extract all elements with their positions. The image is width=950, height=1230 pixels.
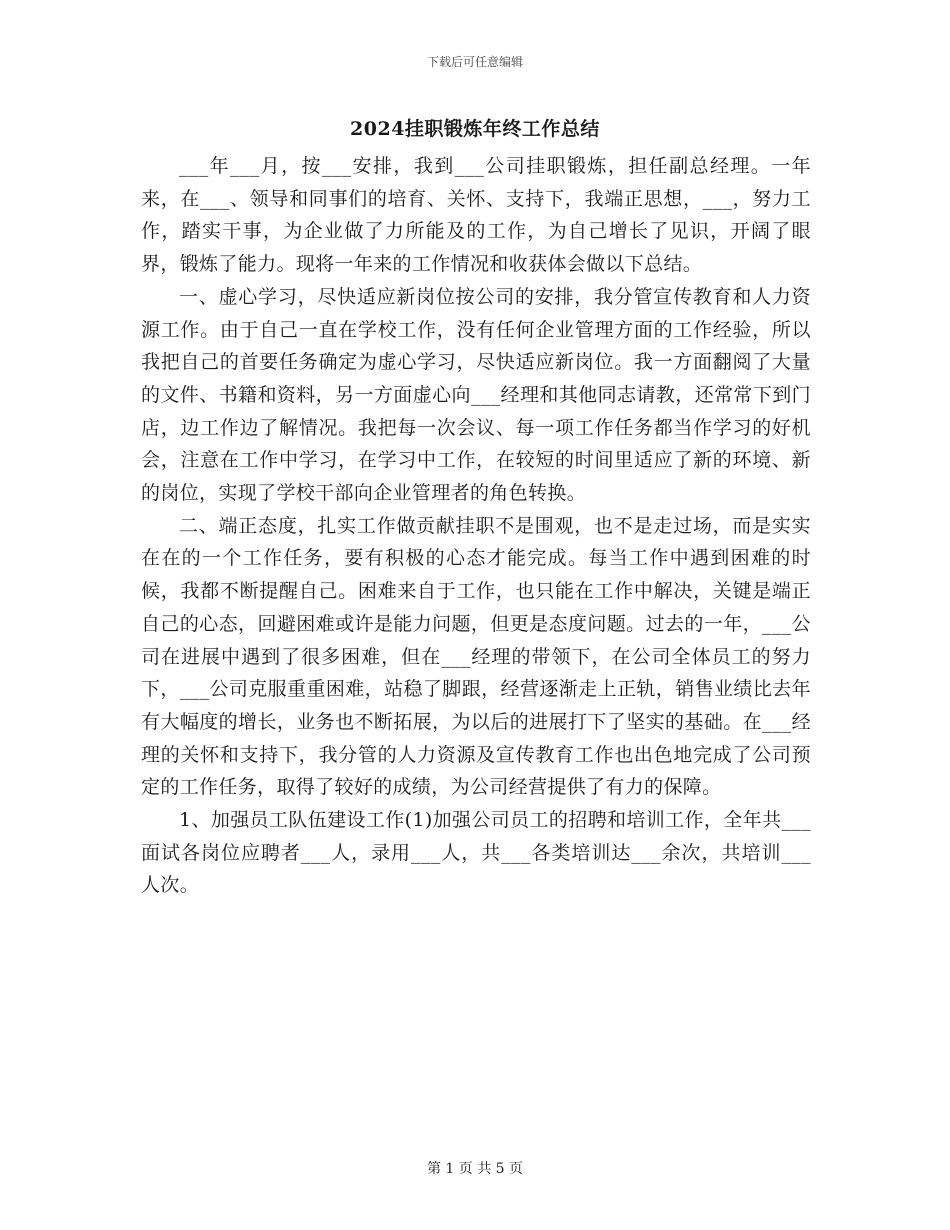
page-header-note: 下载后可任意编辑 [426,55,523,69]
page-number-footer: 第 1 页 共 5 页 [426,1161,524,1177]
paragraph-section-1: 一、虚心学习，尽快适应新岗位按公司的安排，我分管宣传教育和人力资源工作。由于自己一直在学校工作，没有任何企业管理方面的工作经验，所以我把自己的首要任务确定为虚心学习，尽快适应新岗位。我一方面翻阅了大量的文件、书籍和资料，另一方面虚心向___经理和其他同志请教，还常常下到门店，边工作边了解情况。我把每一次会议、每一项工作任务都当作学习的好机会，注意在工作中学习，在学习中工作，在较短的时间里适应了新的环境、新的岗位，实现了学校干部向企业管理者的角色转换。 [141,285,811,505]
document-body [141,150,811,902]
document-title: 2024挂职锻炼年终工作总结 [350,118,600,140]
paragraph-section-2: 二、端正态度，扎实工作做贡献挂职不是围观，也不是走过场，而是实实在在的一个工作任务，要有积极的心态才能完成。每当工作中遇到困难的时候，我都不断提醒自己。困难来自于工作，也只能在工作中解决，关键是端正自己的心态，回避困难或许是能力问题，但更是态度问题。过去的一年，___公司在进展中遇到了很多困难，但在___经理的带领下，在公司全体员工的努力下，___公司克服重重困难，站稳了脚跟，经营逐渐走上正轨，销售业绩比去年有大幅度的增长，业务也不断拓展，为以后的进展打下了坚实的基础。在___经理的关怀和支持下，我分管的人力资源及宣传教育工作也出色地完成了公司预定的工作任务，取得了较好的成绩，为公司经营提供了有力的保障。 [141,514,811,799]
paragraph-subsection-1: 1、加强员工队伍建设工作(1)加强公司员工的招聘和培训工作，全年共___面试各岗位应聘者___人，录用___人，共___各类培训达___余次，共培训___人次。 [141,809,811,897]
paragraph-intro: ___年___月，按___安排，我到___公司挂职锻炼，担任副总经理。一年来，在___、领导和同事们的培育、关怀、支持下，我端正思想，___，努力工作，踏实干事，为企业做了力所能及的工作，为自己增长了见识，开阔了眼界，锻炼了能力。现将一年来的工作情况和收获体会做以下总结。 [141,155,811,276]
